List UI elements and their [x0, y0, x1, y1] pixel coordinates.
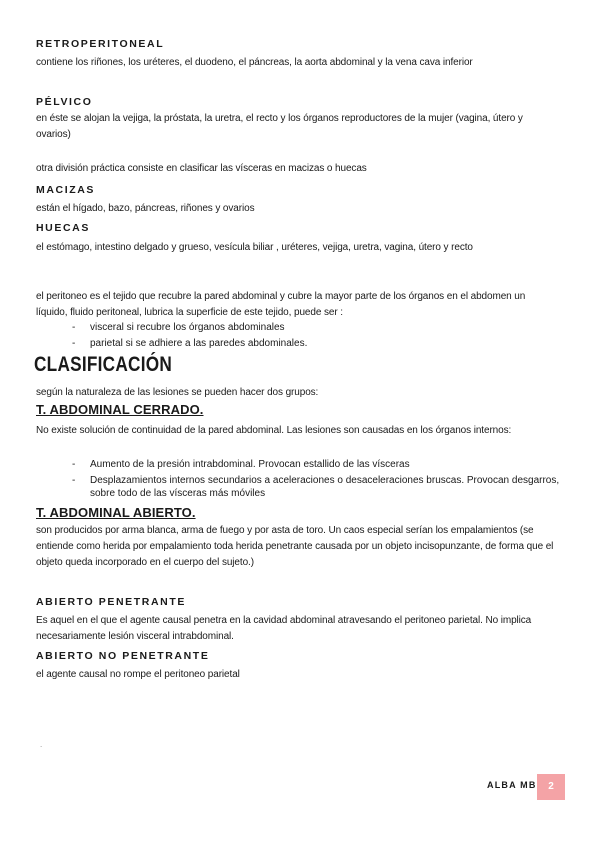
huecas-heading: HUECAS: [36, 222, 90, 234]
page-number-badge: 2: [537, 774, 565, 800]
peritoneo-text: el peritoneo es el tejido que recubre la pared abdominal y cubre la mayor parte de los órganos en el abdomen un líquido, fluido peritoneal, lubrica la superficie de este tejido, puede ser :: [36, 291, 526, 318]
bullet-dash: -: [72, 322, 76, 333]
clasificacion-title: CLASIFICACIÓN: [34, 353, 173, 376]
no-penetrante-text: el agente causal no rompe el peritoneo parietal: [36, 669, 240, 680]
footer-author: ALBA MB: [487, 780, 537, 790]
document-page: RETROPERITONEAL contiene los riñones, los uréteres, el duodeno, el páncreas, la aorta abdominal y la vena cava inferior PÉLVICO en éste se alojan la vejiga, la próstata, la uretra, el recto y los órganos reproductores de la mujer (vagina, útero y ovarios) otra división práctica consiste en clasificar las vísceras en macizas o huecas MACIZAS están el hígado, bazo, páncreas, riñones y ovarios HUECAS el estómago, intestino delgado y grueso, vesícula biliar , uréteres, vejiga, uretra, vagina, útero y recto el peritoneo es el tejido que recubre la pared abdominal y cubre la mayor parte de los órganos en el abdomen un líquido, fluido peritoneal, lubrica la superficie de este tejido, puede ser : - visceral si recubre los órganos abdominales - parietal si se adhiere a las paredes abdominales. CLASIFICACIÓN según la naturaleza de las lesiones se pueden hacer dos grupos: T. ABDOMINAL CERRADO. No existe solución de continuidad de la pared abdominal. Las lesiones son causadas en los órganos internos: - Aumento de la presión intrabdominal. Provocan estallido de las vísceras - Desplazamientos internos secundarios a aceleraciones o desaceleraciones bruscas. Provocan desgarros, sobre todo de las vísceras más móviles T. ABDOMINAL ABIERTO. son producidos por arma blanca, arma de fuego y por asta de toro. Un caos especial serían los empalamientos (se entiende como herida por empalamiento toda herida penetrante causada por un objeto incisopunzante, de forma que el objeto queda incorporado en el cuerpo del sujeto.) ABIERTO PENETRANTE Es aquel en el que el agente causal penetra en la cavidad abdominal atravesando el peritoneo parietal. No implica necesariamente lesión visceral intrabdominal. ABIERTO NO PENETRANTE el agente causal no rompe el peritoneo parietal . ALBA MB 2: [0, 0, 599, 848]
macizas-heading: MACIZAS: [36, 184, 96, 196]
bullet-dash: -: [72, 475, 76, 486]
huecas-text: el estómago, intestino delgado y grueso, vesícula biliar , uréteres, vejiga, uretra, vagina, útero y recto: [36, 242, 473, 253]
penetrante-text: Es aquel en el que el agente causal penetra en la cavidad abdominal atravesando el peritoneo parietal. No implica necesariamente lesión visceral intrabdominal.: [36, 615, 532, 642]
abierto-text: son producidos por arma blanca, arma de fuego y por asta de toro. Un caos especial serían los empalamientos (se entiende como herida por empalamiento toda herida penetrante causada por un objeto incisopunzante, de forma que el objeto queda incorporado en el cuerpo del sujeto.): [36, 525, 554, 568]
pelvico-heading: PÉLVICO: [36, 96, 93, 108]
cerrado-title: T. ABDOMINAL CERRADO.: [36, 402, 204, 417]
penetrante-heading: ABIERTO PENETRANTE: [36, 596, 186, 608]
bullet-dash: -: [72, 338, 76, 349]
stray-mark: .: [40, 740, 43, 749]
no-penetrante-heading: ABIERTO NO PENETRANTE: [36, 650, 210, 662]
bullet-dash: -: [72, 459, 76, 470]
cerrado-text: No existe solución de continuidad de la pared abdominal. Las lesiones son causadas en los órganos internos:: [36, 425, 512, 436]
abierto-title: T. ABDOMINAL ABIERTO.: [36, 505, 196, 520]
retroperitoneal-heading: RETROPERITONEAL: [36, 38, 165, 50]
clasificacion-intro: según la naturaleza de las lesiones se pueden hacer dos grupos:: [36, 387, 319, 398]
pelvico-text: en éste se alojan la vejiga, la próstata, la uretra, el recto y los órganos reproductores de la mujer (vagina, útero y ovarios): [36, 113, 523, 140]
macizas-text: están el hígado, bazo, páncreas, riñones y ovarios: [36, 203, 255, 214]
division-text: otra división práctica consiste en clasificar las vísceras en macizas o huecas: [36, 163, 367, 174]
retroperitoneal-text: contiene los riñones, los uréteres, el duodeno, el páncreas, la aorta abdominal y la vena cava inferior: [36, 57, 473, 68]
